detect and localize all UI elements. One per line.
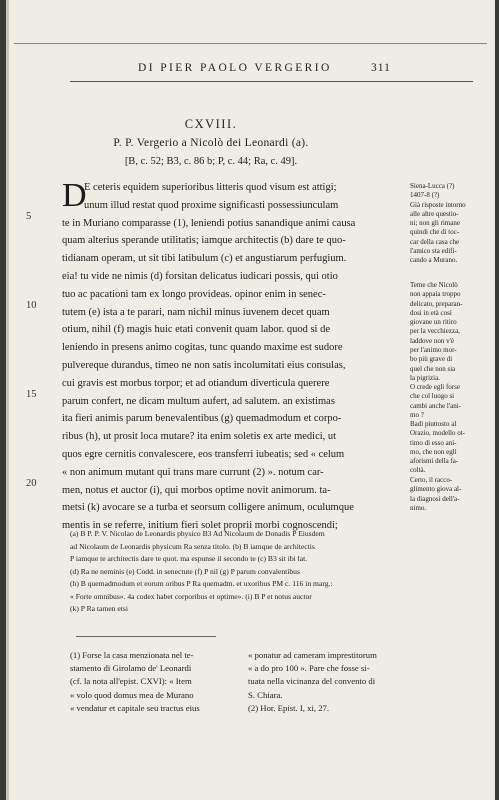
apparatus-line: P iamque te architectis dare te quot. ma espunse il secondo te (c) B3 sit ibi lat. — [70, 554, 308, 563]
sidenote-line: 1407-8 (?) — [410, 191, 440, 200]
footnote-rule — [76, 636, 216, 637]
body-line: parum confert, ne dicam multum aufert, ad salutem. an existimas — [62, 395, 335, 407]
sidenote-line: Siena-Lucca (?) — [410, 182, 455, 190]
sidenote-line: bo più grave di — [410, 355, 453, 364]
drop-cap: D — [62, 177, 87, 214]
body-line: leniendo in presens animo cogitas, tunc quando maxime est sudore — [62, 342, 343, 354]
footnote-line: « volo quod domus mea de Murano — [70, 689, 194, 700]
sidenote-line: O crede egli forse — [410, 383, 460, 391]
page-number: 311 — [371, 62, 391, 74]
sidenote-line: ni; non gli rimane — [410, 219, 460, 228]
sidenote-line: cambi anche l'ani- — [410, 401, 462, 410]
body-line: unum illud restat quod proxime significasti possessiunculam — [84, 199, 339, 211]
body-line: men, notus et auctor (i), qui morbos optime novit animorum. ta- — [62, 484, 331, 496]
footnote-line: S. Chiara. — [248, 689, 283, 700]
letter-sources: [B, c. 52; B3, c. 86 b; P, c. 44; Ra, c. 49]. — [124, 156, 298, 167]
sidenote-line: quindi che di toc- — [410, 228, 460, 237]
sidenote-line: Orazio, modello ot- — [410, 429, 466, 438]
footnotes-right-column — [248, 649, 408, 715]
running-header — [6, 62, 495, 76]
sidenote-line: Badi piuttosto al — [410, 420, 457, 428]
body-line: otium, nihil (f) magis huic etati convenit quam labor. quod si de — [62, 324, 330, 336]
footnote-line: « a do pro 100 ». Pare che fosse si- — [248, 663, 370, 674]
sidenote-line: mo ? — [410, 410, 424, 419]
body-line: mentis in se referre, initium fieri solet proprii morbi cognoscendi; — [62, 520, 338, 532]
sidenote-line: che col luogo si — [410, 392, 455, 401]
sidenote-line: aforismi della fa- — [410, 457, 459, 466]
sidenote-line: nimo. — [410, 503, 427, 512]
body-line: quam alterius sperande utilitatis; iamque architectis (b) dare te quo- — [62, 235, 346, 247]
top-rule — [14, 43, 487, 44]
sidenote-line: Già risposte intorno — [410, 200, 466, 209]
sidenote-line: la diagnosi dell'a- — [410, 494, 460, 503]
sidenote-line: Teme che Nicolò — [410, 281, 458, 289]
body-line: ita fieri animis parum benevalentibus (g) quemadmodum et corpo- — [62, 413, 342, 425]
sidenote-line: alle altre questio- — [410, 209, 459, 218]
footnote-line: (cf. la nota all'epist. CXVI): « Item — [70, 676, 192, 687]
footnote-line: stamento di Girolamo de' Leonardi — [70, 663, 192, 674]
sidenote-line: car della casa che — [410, 237, 460, 246]
letter-body — [62, 179, 404, 535]
apparatus-line: (h) B quemadmodum et eorum oribus P Ra quemadm. et uxoribus PM c. 116 in marg.: — [70, 579, 333, 588]
apparatus-line: ad Nicolaum de Leonardis physicum Ra senza titolo. (b) B iamque de architectis — [70, 541, 315, 551]
body-line: ribus (h), ut prosit loca mutare? ita enim soletis ex arte medici, ut — [62, 431, 337, 443]
sidenote-line: glimento giova al- — [410, 485, 462, 494]
critical-apparatus — [70, 528, 400, 616]
sidenote-line: Certo, il raccο- — [410, 476, 453, 484]
sidenote-line: dosi in età così — [410, 308, 452, 317]
footnote-line: « ponatur ad cameram imprestitorum — [248, 650, 377, 660]
apparatus-line: (d) Ra ne neminis (e) Codd. in senectute (f) P nil (g) P parum convalentibus — [70, 566, 300, 576]
sidenote-line: timo di esso ani- — [410, 438, 457, 447]
footnote-line: tuata nella vicinanza del convento di — [248, 676, 376, 687]
sidenote — [410, 383, 484, 420]
body-line: metsi (k) avocare se a turba et seorsum colligere animum, oculumque — [62, 502, 354, 514]
sidenote-line: laddove non v'è — [410, 336, 455, 345]
book-page — [6, 0, 495, 800]
line-number: 5 — [26, 211, 32, 222]
body-line: tidianam operam, ut sit tibi latibulum (c) et angustiarum perfugium. — [62, 253, 347, 265]
sidenote-line: coltà. — [410, 466, 426, 475]
body-line: « non animum mutant qui trans mare currunt (2) ». notum car- — [62, 466, 324, 478]
sidenote-line: per l'animo mor- — [410, 346, 457, 355]
body-line: quos egre cernitis convalescere, eos transferri iubeatis; sed « celum — [62, 448, 345, 460]
line-number: 10 — [26, 300, 37, 311]
sidenote-line: non appaia troppo — [410, 290, 461, 299]
apparatus-line: (a) B P. P. V. Nicolao de Leonardis physico B3 Ad Nicolaum de Donadis P Eiusdem — [70, 529, 325, 538]
body-line: te in Muriano comparasse (1), leniendi potius sanandique animi causa — [62, 217, 356, 229]
running-title: DI PIER PAOLO VERGERIO — [138, 62, 332, 74]
line-number: 20 — [26, 478, 37, 489]
line-number: 15 — [26, 389, 37, 400]
body-line: tuo ac pacationi tam ex longo provideas. opinor enim in senec- — [62, 288, 326, 300]
sidenote-line: l'amico sta edifi- — [410, 247, 457, 256]
footnotes-left-column — [70, 649, 232, 715]
apparatus-line: (k) P Ra tamen etsi — [70, 604, 128, 613]
footnote-line: (1) Forse la casa menzionata nel te- — [70, 650, 194, 660]
apparatus-line: « Forte omnibus». 4a codex habet corporibus et optime». (i) B P et notus auctor — [70, 591, 312, 601]
body-line: eia! tu vide ne nimis (d) forsitan delicatus iudicari possis, qui otio — [62, 270, 338, 282]
sidenote-line: mo, che non egli — [410, 447, 457, 456]
sidenote-line: giovane un ritiro — [410, 318, 457, 327]
sidenote-line: cando a Murano. — [410, 256, 458, 265]
body-line: cui gravis est morbus torpor; et ad otiandum diverticula querere — [62, 377, 330, 389]
sidenote — [410, 281, 484, 383]
letter-number: CXVIII. — [184, 117, 238, 131]
body-line: pulvereque durandus, timeo ne non satis incolumitati eius consulas, — [62, 359, 346, 371]
sidenote-line: per la vecchiezza, — [410, 327, 460, 336]
sidenote-line: quel che non sia — [410, 364, 456, 373]
header-rule — [70, 81, 473, 82]
sidenote-line: delicato, preparan- — [410, 299, 463, 308]
footnote-line: (2) Hor. Epist. I, xi, 27. — [248, 702, 330, 713]
body-line: E ceteris equidem superioribus litteris quod visum est attigi; — [84, 182, 337, 193]
body-line: tutem (e) ista a te parari, nam nichil minus iuvenem decet quam — [62, 306, 330, 318]
footnote-line: « vendatur et capitale seu tractus eius — [70, 702, 200, 713]
sidenote — [410, 476, 484, 513]
sidenote-line: la pigrizia. — [410, 373, 440, 382]
sidenote — [410, 420, 484, 476]
sidenote — [410, 182, 484, 266]
letter-address: P. P. Vergerio a Nicolò dei Leonardi (a). — [113, 137, 309, 149]
